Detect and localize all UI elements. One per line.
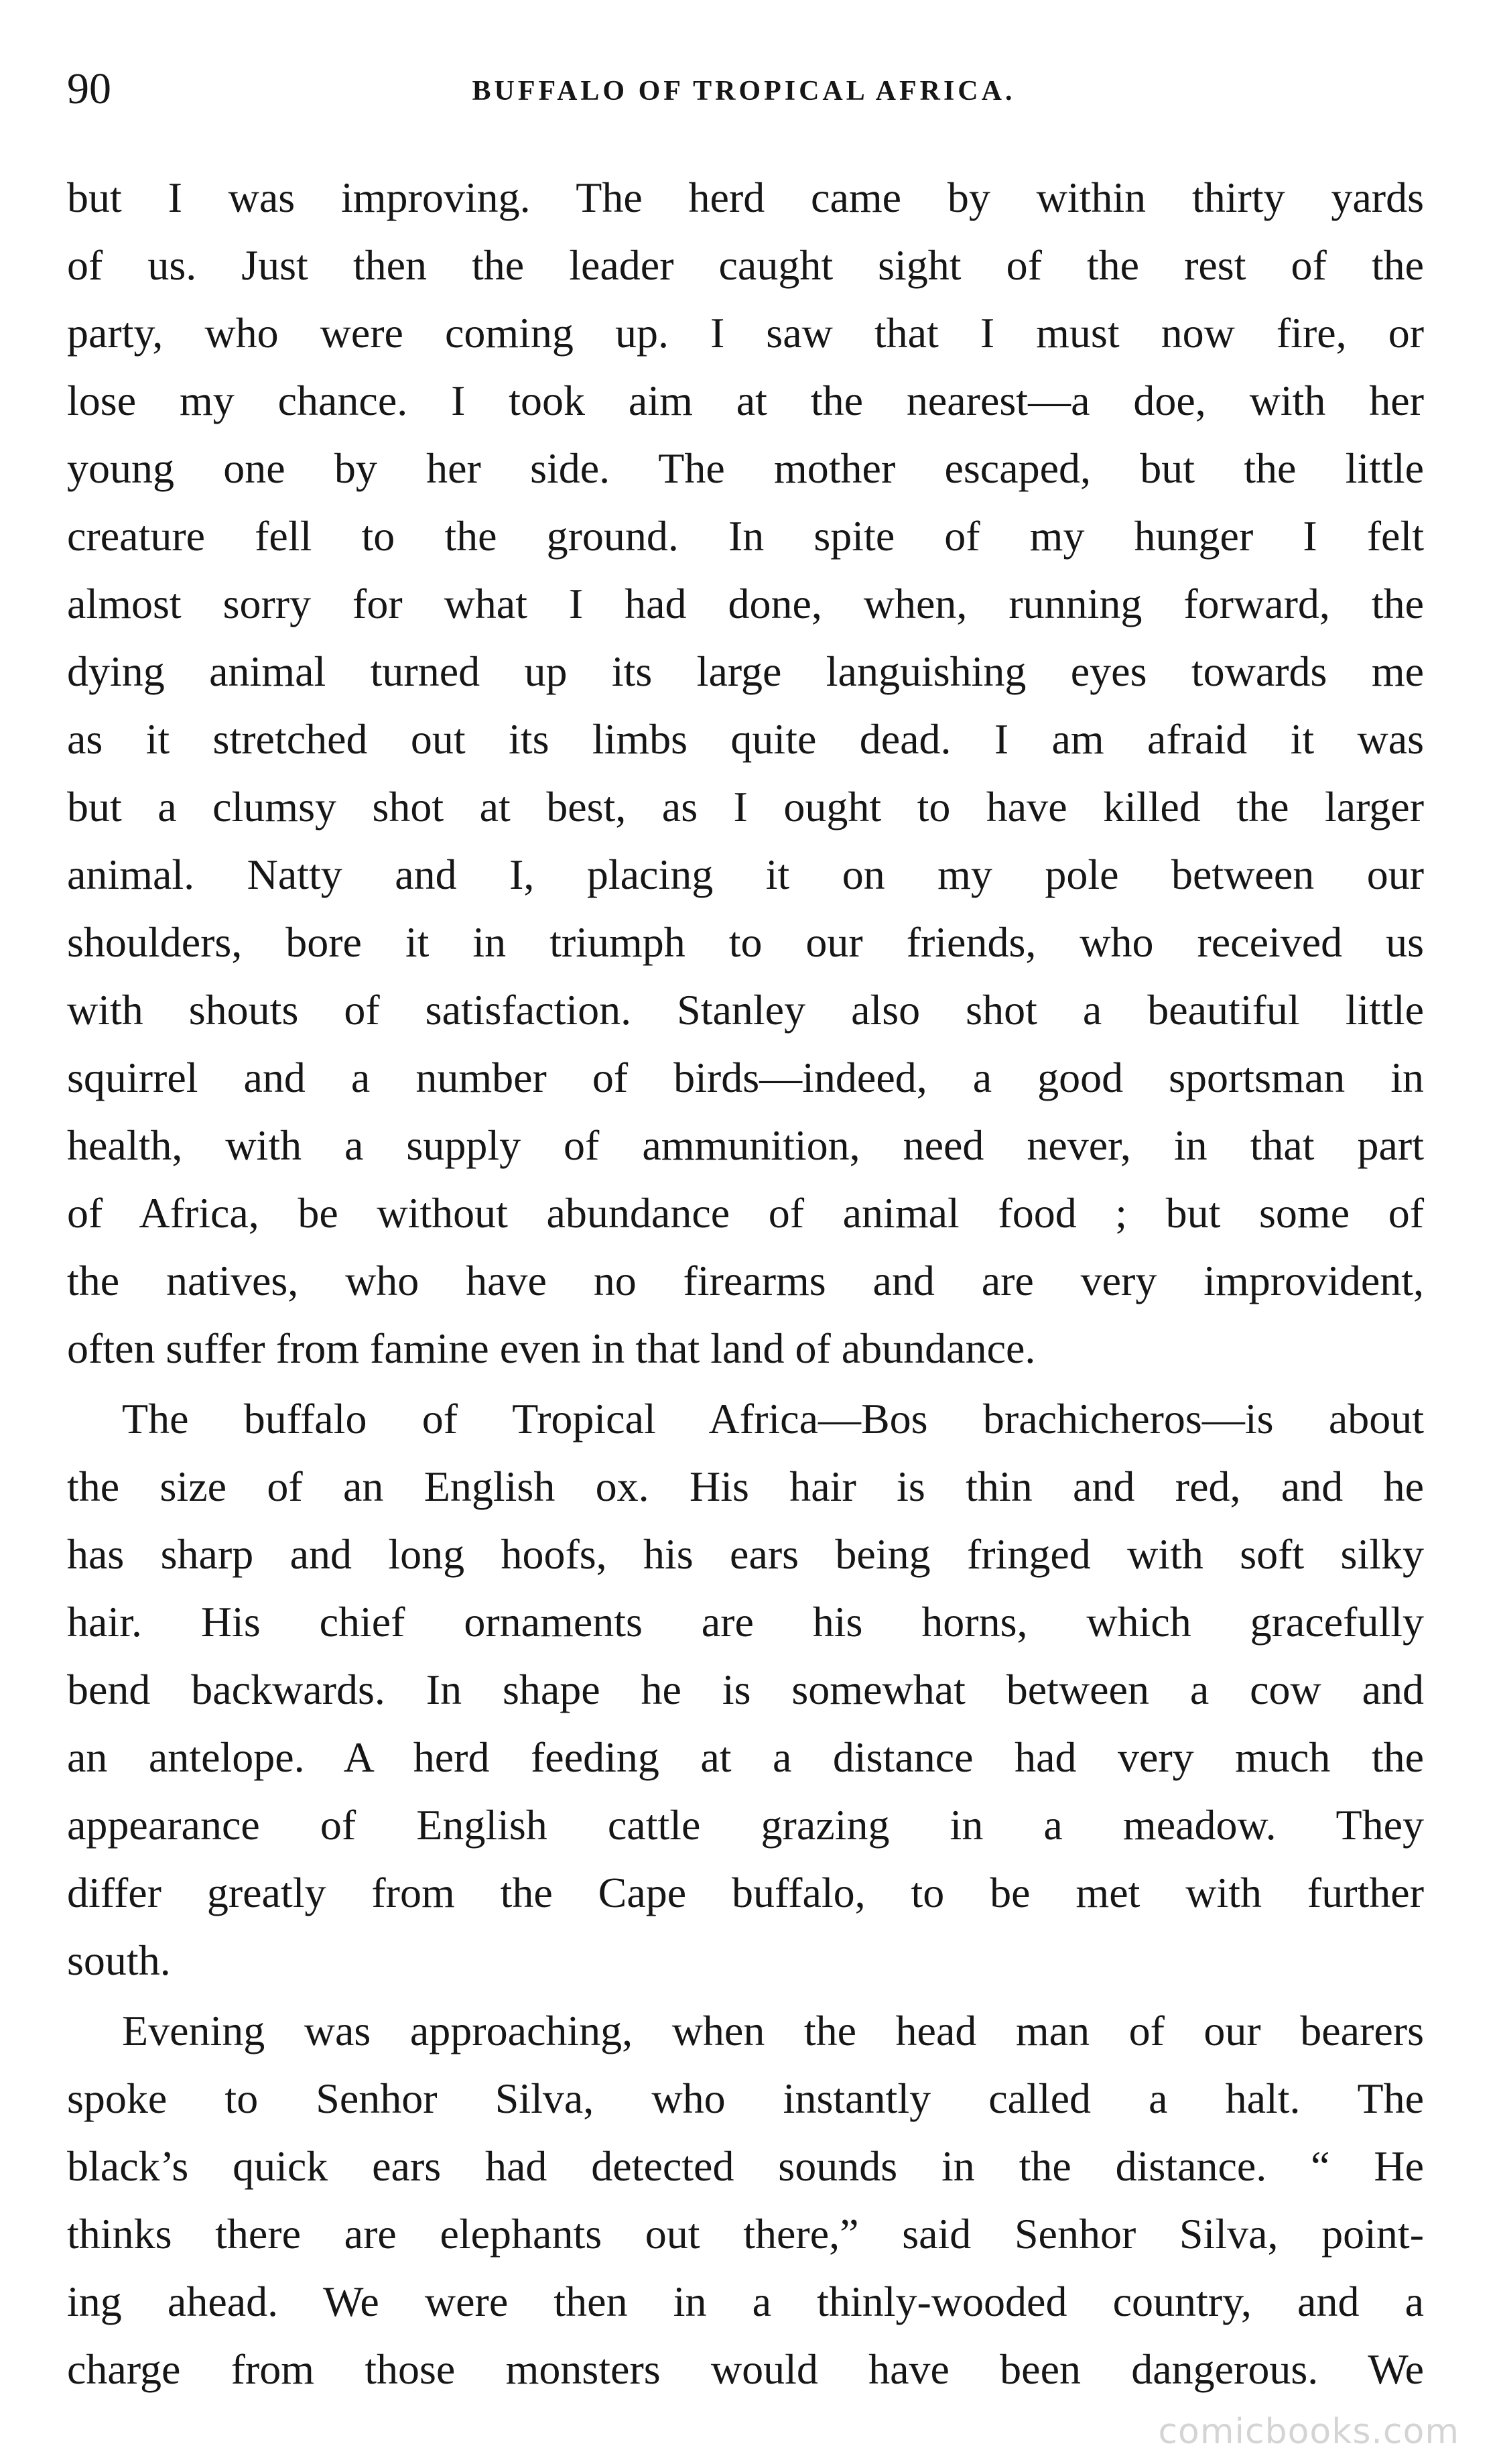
text-line: The buffalo of Tropical Africa—Bos brachicheros—is about [122, 1395, 1424, 1442]
text-line: has sharp and long hoofs, his ears being fringed with soft silky [67, 1530, 1424, 1578]
text-line: thinks there are elephants out there,” said Senhor Silva, point- [67, 2210, 1424, 2258]
text-line: south. [67, 1936, 171, 1984]
text-line: animal. Natty and I, placing it on my pole between our [67, 851, 1424, 898]
text-line: as it stretched out its limbs quite dead. I am afraid it was [67, 715, 1424, 763]
paragraph [67, 1385, 1424, 1994]
text-line: hair. His chief ornaments are his horns, which gracefully [67, 1598, 1424, 1646]
text-line: spoke to Senhor Silva, who instantly called a halt. The [67, 2075, 1424, 2122]
text-line: Evening was approaching, when the head man of our bearers [122, 2007, 1424, 2054]
page-number: 90 [67, 64, 111, 113]
running-head [67, 59, 1421, 119]
text-line: health, with a supply of ammunition, need never, in that part [67, 1121, 1424, 1169]
text-line: differ greatly from the Cape buffalo, to be met with further [67, 1869, 1424, 1916]
text-line: almost sorry for what I had done, when, running forward, the [67, 580, 1424, 627]
text-line: with shouts of satisfaction. Stanley also shot a beautiful little [67, 986, 1424, 1034]
text-line: young one by her side. The mother escaped, but the little [67, 444, 1424, 492]
text-line: appearance of English cattle grazing in a meadow. They [67, 1801, 1424, 1849]
text-line: black’s quick ears had detected sounds in the distance. “ He [67, 2142, 1424, 2190]
text-line: creature fell to the ground. In spite of my hunger I felt [67, 512, 1424, 560]
paragraph [67, 1997, 1424, 2403]
text-line: but I was improving. The herd came by within thirty yards [67, 174, 1424, 221]
text-line: bend backwards. In shape he is somewhat between a cow and [67, 1666, 1424, 1713]
text-line: of us. Just then the leader caught sight of the rest of the [67, 241, 1424, 289]
text-line: but a clumsy shot at best, as I ought to have killed the larger [67, 783, 1424, 830]
text-line: the size of an English ox. His hair is thin and red, and he [67, 1463, 1424, 1510]
text-line: ing ahead. We were then in a thinly-wooded country, and a [67, 2278, 1424, 2325]
running-title: BUFFALO OF TROPICAL AFRICA. [472, 76, 1016, 107]
text-line: squirrel and a number of birds—indeed, a good sportsman in [67, 1054, 1424, 1101]
text-line: party, who were coming up. I saw that I must now fire, or [67, 309, 1424, 357]
paragraph [67, 164, 1424, 1382]
body-text [67, 164, 1424, 2403]
text-line: the natives, who have no firearms and are very improvident, [67, 1257, 1424, 1304]
text-line: dying animal turned up its large languishing eyes towards me [67, 648, 1424, 695]
text-line: lose my chance. I took aim at the nearest—a doe, with her [67, 377, 1424, 424]
text-line: often suffer from famine even in that land of abundance. [67, 1325, 1036, 1372]
text-line: charge from those monsters would have been dangerous. We [67, 2345, 1424, 2393]
watermark: comicbooks.com [1158, 2412, 1459, 2452]
text-line: shoulders, bore it in triumph to our friends, who received us [67, 918, 1424, 966]
text-line: an antelope. A herd feeding at a distance had very much the [67, 1733, 1424, 1781]
text-line: of Africa, be without abundance of animal food ; but some of [67, 1189, 1424, 1237]
